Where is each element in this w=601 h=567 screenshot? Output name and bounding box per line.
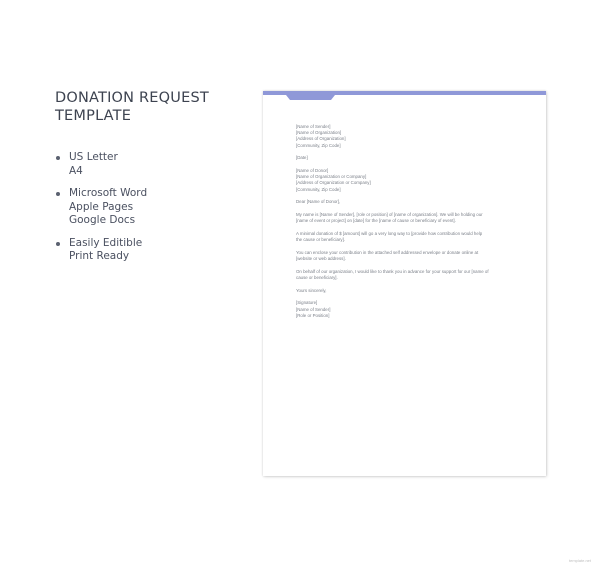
closing: [296, 288, 524, 294]
letter-line: [Name of Sender]: [296, 306, 331, 312]
letter-line: Yours sincerely,: [296, 287, 327, 293]
salutation: [296, 199, 524, 205]
letter-line: My name is [Name of Sender], [role or position] of [name of organization]. We will be holding our: [296, 212, 483, 218]
letter-line: [Community, Zip Code]: [296, 186, 341, 192]
letter-line: [Address of Organization]: [296, 136, 346, 142]
letter-line: [Role or Position]: [296, 312, 330, 318]
feature-item: Print Ready: [69, 250, 130, 262]
sender-block: [296, 124, 524, 149]
feature-item: Microsoft Word: [69, 187, 148, 199]
document-preview: [263, 91, 546, 476]
letter-line: [website or web address].: [296, 256, 346, 262]
paragraph-thanks: [296, 269, 524, 281]
signature-block: [296, 300, 524, 319]
letter-line: Dear [Name of Donor],: [296, 199, 341, 205]
letter-line: You can enclose your contribution in the attached self addressed envelope or donate online at: [296, 249, 479, 255]
feature-group-formats: [55, 151, 235, 178]
letter-line: [Name of Organization]: [296, 130, 342, 136]
bullet-icon: [56, 242, 60, 246]
feature-group-benefits: [55, 237, 235, 264]
title-line-1: DONATION REQUEST: [55, 90, 209, 106]
letter-line: A minimal donation of $ [amount] will go a very long way to [provide how contribution would help: [296, 230, 483, 236]
document-header-bar: [263, 91, 546, 101]
watermark: template.net: [568, 558, 591, 563]
bullet-icon: [56, 156, 60, 160]
paragraph-donation: [296, 231, 524, 243]
recipient-block: [296, 168, 524, 193]
feature-item: Google Docs: [69, 214, 136, 226]
letter-line: [Name of Donor]: [296, 168, 329, 174]
letter-line: [Address of Organization or Company]: [296, 180, 371, 186]
bullet-icon: [56, 192, 60, 196]
date-block: [296, 155, 524, 161]
letter-line: [Name of Organization or Company]: [296, 174, 367, 180]
letter-line: [name of event or project] on [date] for the [name of cause or beneficiary of event].: [296, 218, 456, 224]
letter-line: cause or beneficiary].: [296, 274, 338, 280]
title-line-2: TEMPLATE: [55, 108, 132, 124]
paragraph-intro: [296, 212, 524, 224]
paragraph-enclose: [296, 250, 524, 262]
feature-list: [55, 151, 235, 273]
feature-group-apps: [55, 187, 235, 228]
letter-line: [Signature]: [296, 300, 318, 306]
letter-line: the cause or beneficiary].: [296, 237, 346, 243]
page-title: [55, 89, 245, 125]
letter-line: [Name of Sender]: [296, 124, 331, 129]
feature-item: A4: [69, 164, 83, 177]
letter-line: [Community, Zip Code]: [296, 142, 341, 148]
feature-item: Easily Editible: [69, 236, 143, 249]
feature-item: Apple Pages: [69, 200, 134, 213]
letter-line: On behalf of our organization, I would like to thank you in advance for your support for our [name of: [296, 268, 489, 274]
letter-line: [Date]: [296, 155, 308, 161]
feature-item: US Letter: [69, 151, 118, 163]
letter-body: [296, 124, 524, 325]
